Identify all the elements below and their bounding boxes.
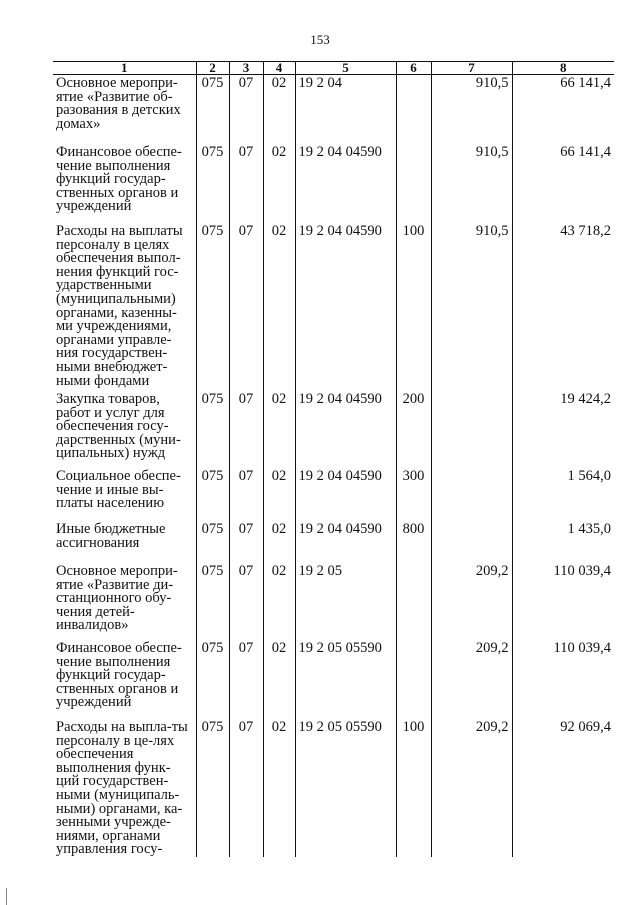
row-col7: 910,5 [431, 75, 512, 145]
budget-table [53, 61, 614, 857]
row-vedomstvo: 075 [196, 144, 229, 223]
row-podrazdel: 02 [263, 563, 295, 640]
row-col7: 209,2 [431, 640, 512, 719]
table-row [53, 144, 614, 223]
row-kvr: 100 [396, 719, 431, 857]
row-kcsr: 19 2 04 [295, 75, 396, 145]
row-col7 [431, 521, 512, 563]
row-col8: 43 718,2 [512, 223, 614, 391]
header-col-1: 1 [53, 62, 196, 75]
row-kvr: 200 [396, 391, 431, 468]
table-header [53, 62, 614, 75]
row-col7: 209,2 [431, 719, 512, 857]
row-kcsr: 19 2 04 04590 [295, 391, 396, 468]
row-col8: 110 039,4 [512, 640, 614, 719]
row-podrazdel: 02 [263, 468, 295, 521]
row-podrazdel: 02 [263, 521, 295, 563]
table-row [53, 468, 614, 521]
row-col8: 66 141,4 [512, 75, 614, 145]
row-kcsr: 19 2 04 04590 [295, 144, 396, 223]
header-col-6: 6 [396, 62, 431, 75]
row-podrazdel: 02 [263, 144, 295, 223]
header-col-8: 8 [512, 62, 614, 75]
row-podrazdel: 02 [263, 223, 295, 391]
row-col8: 110 039,4 [512, 563, 614, 640]
row-kcsr: 19 2 04 04590 [295, 521, 396, 563]
table-row [53, 521, 614, 563]
row-vedomstvo: 075 [196, 391, 229, 468]
row-kvr: 800 [396, 521, 431, 563]
row-razdel: 07 [229, 144, 263, 223]
row-podrazdel: 02 [263, 719, 295, 857]
row-name: Основное меропри-ятие «Развитие об-разования в детских домах» [56, 75, 181, 132]
header-col-2: 2 [196, 62, 229, 75]
row-col7: 209,2 [431, 563, 512, 640]
row-razdel: 07 [229, 223, 263, 391]
row-col8: 1 564,0 [512, 468, 614, 521]
row-name: Социальное обеспе-чение и иные вы-платы населению [56, 468, 181, 512]
row-razdel: 07 [229, 521, 263, 563]
header-col-5: 5 [295, 62, 396, 75]
row-col7 [431, 468, 512, 521]
row-razdel: 07 [229, 75, 263, 145]
row-name: Финансовое обеспе-чение выполнения функций государ-ственных органов и учреждений [56, 640, 182, 711]
row-podrazdel: 02 [263, 640, 295, 719]
row-kcsr: 19 2 05 05590 [295, 640, 396, 719]
table-row [53, 391, 614, 468]
row-kvr: 300 [396, 468, 431, 521]
row-kvr [396, 144, 431, 223]
row-kvr [396, 75, 431, 145]
table-body [53, 75, 614, 857]
row-vedomstvo: 075 [196, 640, 229, 719]
row-col8: 19 424,2 [512, 391, 614, 468]
row-col8: 1 435,0 [512, 521, 614, 563]
row-vedomstvo: 075 [196, 719, 229, 857]
header-col-4: 4 [263, 62, 295, 75]
row-razdel: 07 [229, 391, 263, 468]
table-row [53, 719, 614, 857]
row-col7 [431, 391, 512, 468]
row-vedomstvo: 075 [196, 223, 229, 391]
table-row [53, 640, 614, 719]
row-vedomstvo: 075 [196, 75, 229, 145]
table-row [53, 75, 614, 145]
row-col7: 910,5 [431, 223, 512, 391]
row-vedomstvo: 075 [196, 468, 229, 521]
row-vedomstvo: 075 [196, 563, 229, 640]
row-razdel: 07 [229, 640, 263, 719]
header-col-7: 7 [431, 62, 512, 75]
row-kvr [396, 563, 431, 640]
row-col7: 910,5 [431, 144, 512, 223]
row-name: Основное меропри-ятие «Развитие ди-станционного обу-чения детей-инвалидов» [56, 563, 178, 634]
row-name: Расходы на выпла-ты персоналу в це-лях обеспечения выполнения функ-ций государствен-ными (муниципаль-ными) органами, ка-зенными учрежде-ниями, органами управления госу- [56, 719, 188, 858]
row-razdel: 07 [229, 468, 263, 521]
scan-margin-mark [0, 888, 7, 905]
row-col8: 66 141,4 [512, 144, 614, 223]
table-row [53, 223, 614, 391]
row-kcsr: 19 2 04 04590 [295, 468, 396, 521]
row-name: Финансовое обеспе-чение выполнения функций государ-ственных органов и учреждений [56, 144, 182, 215]
row-kcsr: 19 2 05 [295, 563, 396, 640]
row-name: Расходы на выплаты персоналу в целях обеспечения выпол-нения функций гос-ударственными (муниципальными) органами, казенны-ми учреждениями, органами управле-ния государствен-ными внебюджет-ными фондами [56, 223, 183, 389]
header-row [53, 62, 614, 75]
row-razdel: 07 [229, 719, 263, 857]
row-name: Закупка товаров, работ и услуг для обеспечения госу-дарственных (муни-ципальных) нужд [56, 391, 181, 462]
header-col-3: 3 [229, 62, 263, 75]
row-name: Иные бюджетные ассигнования [56, 521, 166, 551]
row-kcsr: 19 2 04 04590 [295, 223, 396, 391]
row-col8: 92 069,4 [512, 719, 614, 857]
row-vedomstvo: 075 [196, 521, 229, 563]
page-number: 153 [310, 32, 330, 47]
row-kcsr: 19 2 05 05590 [295, 719, 396, 857]
row-razdel: 07 [229, 563, 263, 640]
row-kvr [396, 640, 431, 719]
row-kvr: 100 [396, 223, 431, 391]
row-podrazdel: 02 [263, 75, 295, 145]
row-podrazdel: 02 [263, 391, 295, 468]
table-row [53, 563, 614, 640]
